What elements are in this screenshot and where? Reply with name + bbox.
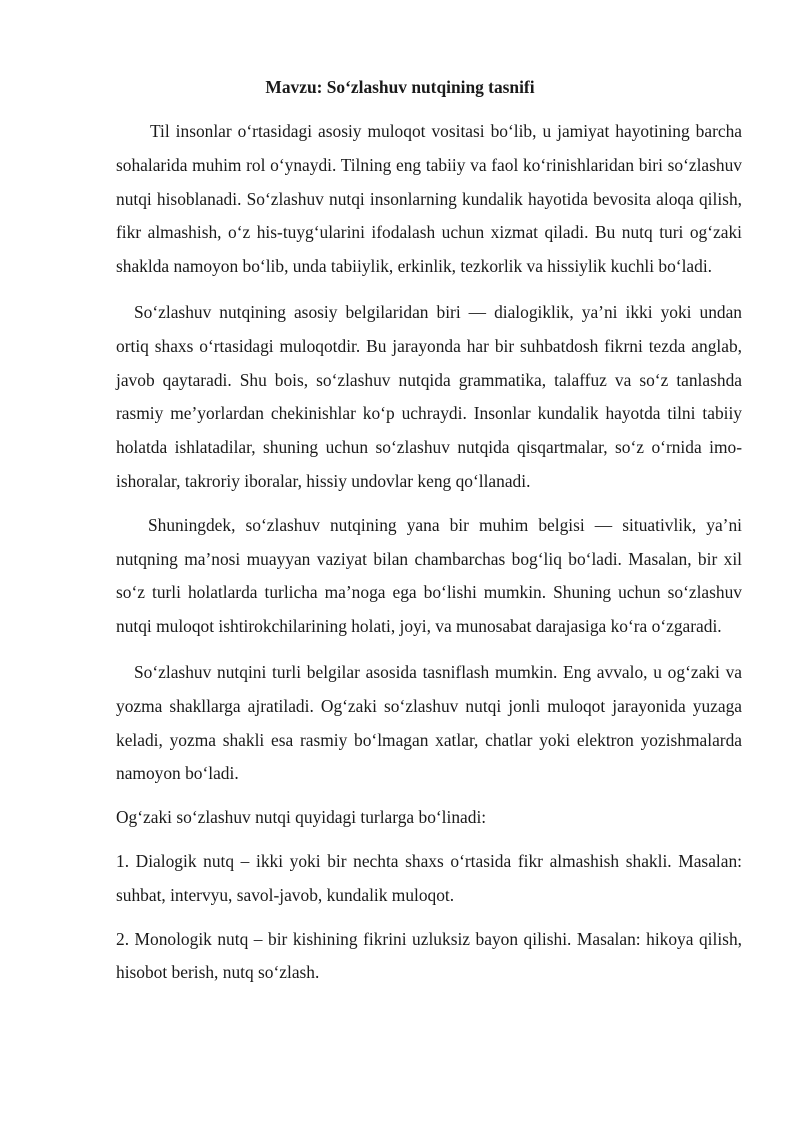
paragraph-situational-feature: Shuningdek, so‘zlashuv nutqining yana bir muhim belgisi — situativlik, ya’ni nutqning ma’nosi muayyan vaziyat bilan chambarchas bog‘liq bo‘ladi. Masalan, bir xil so‘z turli holatlarda turlicha ma’noga ega bo‘lishi mumkin. Shuning uchun so‘zlashuv nutqi muloqot ishtirokchilarining holati, joyi, va munosabat darajasiga ko‘ra o‘zgaradi. (116, 514, 742, 637)
document-body (116, 115, 742, 990)
paragraph-dialogic-feature: So‘zlashuv nutqining asosiy belgilaridan biri — dialogiklik, ya’ni ikki yoki undan ortiq shaxs o‘rtasidagi muloqotdir. Bu jarayonda har bir suhbatdosh fikrni tezda anglab, javob qaytaradi. Shu bois, so‘zlashuv nutqida grammatika, talaffuz va so‘z tanlashda rasmiy me’yorlardan chekinishlar ko‘p uchraydi. Insonlar kundalik hayotda tilni tabiiy holatda ishlatadilar, shuning uchun so‘zlashuv nutqida qisqartmalar, so‘z o‘rnida imo-ishoralar, takroriy iboralar, hissiy undovlar keng qo‘llanadi. (116, 301, 742, 491)
document-title: Mavzu: So‘zlashuv nutqining tasnifi (265, 77, 535, 97)
paragraph-intro: Til insonlar o‘rtasidagi asosiy muloqot vositasi bo‘lib, u jamiyat hayotining barcha sohalarida muhim rol o‘ynaydi. Tilning eng tabiiy va faol ko‘rinishlaridan biri so‘zlashuv nutqi hisoblanadi. So‘zlashuv nutqi insonlarning kundalik hayotida bevosita aloqa qilish, fikr almashish, o‘z his-tuyg‘ularini ifodalash uchun xizmat qiladi. Bu nutq turi og‘zaki shaklda namoyon bo‘lib, unda tabiiylik, erkinlik, tezkorlik va hissiylik kuchli bo‘ladi. (116, 121, 742, 277)
list-item-monologic-speech: 2. Monologik nutq – bir kishining fikrini uzluksiz bayon qilishi. Masalan: hikoya qilish, hisobot berish, nutq so‘zlash. (116, 928, 742, 983)
paragraph-classification: So‘zlashuv nutqini turli belgilar asosida tasniflash mumkin. Eng avvalo, u og‘zaki va yozma shakllarga ajratiladi. Og‘zaki so‘zlashuv nutqi jonli muloqot jarayonida yuzaga keladi, yozma shakli esa rasmiy bo‘lmagan xatlar, chatlar yoki elektron yozishmalarda namoyon bo‘ladi. (116, 661, 742, 784)
paragraph-types-heading: Og‘zaki so‘zlashuv nutqi quyidagi turlarga bo‘linadi: (116, 807, 487, 828)
list-item-dialogic-speech: 1. Dialogik nutq – ikki yoki bir nechta shaxs o‘rtasida fikr almashish shakli. Masalan: suhbat, intervyu, savol-javob, kundalik muloqot. (116, 850, 742, 905)
